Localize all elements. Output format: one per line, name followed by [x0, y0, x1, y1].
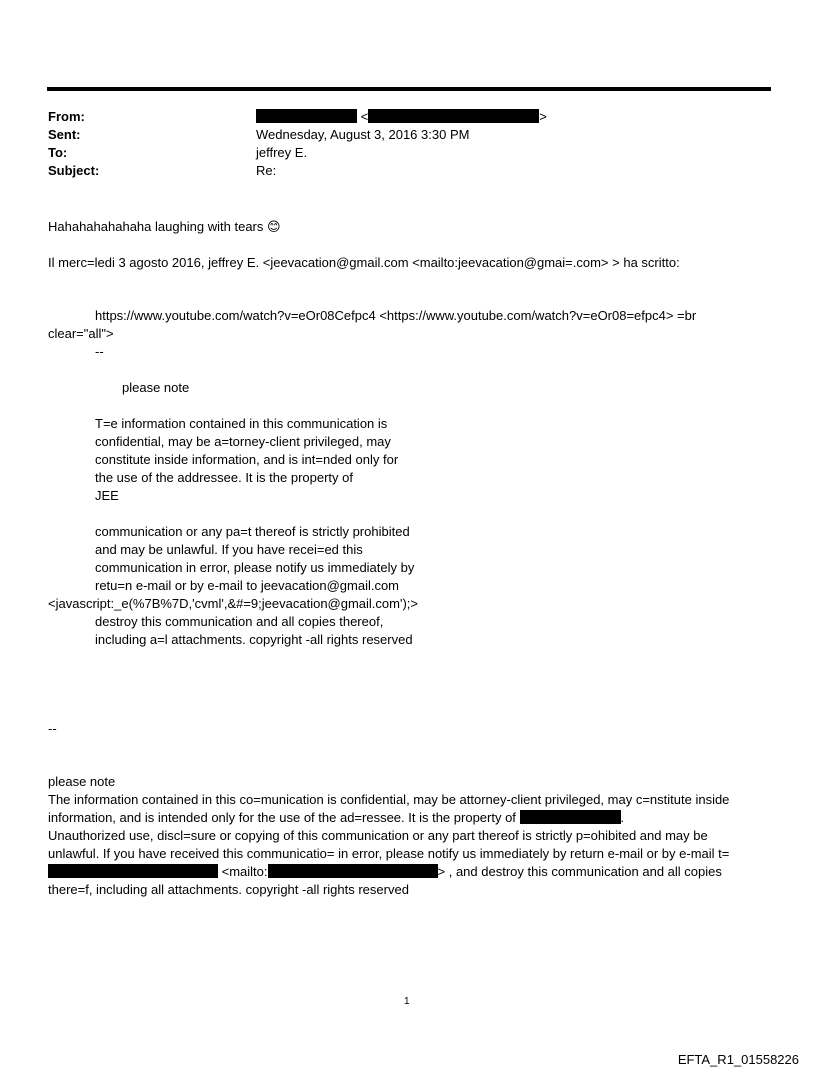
final-notice-line: Unauthorized use, discl=sure or copying of this communication or any part thereof is strictly p=ohibited and may be [48, 828, 708, 843]
notice-line: retu=n e-mail or by e-mail to jeevacation@gmail.com [95, 578, 400, 593]
please-note-final: please note [48, 774, 116, 789]
notice-line: confidential, may be a=torney-client privileged, may [95, 434, 391, 449]
notice-line: including a=l attachments. copyright -all rights reserved [95, 632, 413, 647]
subject-label: Subject: [48, 163, 100, 178]
signature-dashes: -- [95, 344, 104, 359]
header-rule [47, 87, 771, 91]
final-notice-period: . [620, 810, 625, 825]
from-close-bracket: > [539, 109, 547, 124]
final-notice-line [48, 809, 624, 827]
notice-line: JEE [95, 488, 119, 503]
please-note-quoted: please note [122, 380, 190, 395]
to-label: To: [48, 145, 68, 160]
page-number: 1 [404, 996, 410, 1007]
final-notice-line: The information contained in this co=munication is confidential, may be attorney-client privileged, may c=nstitute inside [48, 792, 730, 807]
notice-line: communication or any pa=t thereof is strictly prohibited [95, 524, 410, 539]
redaction-box [368, 109, 539, 123]
document-id: EFTA_R1_01558226 [677, 1052, 799, 1067]
youtube-link-line: https://www.youtube.com/watch?v=eOr08Cefpc4 <https://www.youtube.com/watch?v=eOr08=efpc4> =br [95, 308, 697, 323]
mailto-prefix: <mailto: [221, 864, 268, 879]
quote-intro: Il merc=ledi 3 agosto 2016, jeffrey E. <jeevacation@gmail.com <mailto:jeevacation@gmai=.com> > ha scritto: [48, 255, 680, 270]
final-notice-line: there=f, including all attachments. copyright -all rights reserved [48, 882, 409, 897]
notice-line: T=e information contained in this communication is [95, 416, 388, 431]
redaction-box [520, 810, 621, 824]
javascript-link-line: <javascript:_e(%7B%7D,'cvml',&#=9;jeevacation@gmail.com');> [48, 596, 418, 611]
notice-line: the use of the addressee. It is the property of [95, 470, 353, 485]
from-label: From: [48, 109, 85, 124]
from-open-bracket: < [360, 109, 369, 124]
notice-line: constitute inside information, and is int=nded only for [95, 452, 399, 467]
from-value [256, 108, 547, 126]
sent-value: Wednesday, August 3, 2016 3:30 PM [256, 127, 470, 142]
final-notice-line: unlawful. If you have received this communicatio= in error, please notify us immediately by return e-mail or by e-mail t= [48, 846, 730, 861]
redaction-box [256, 109, 357, 123]
signature-dashes: -- [48, 721, 57, 736]
subject-value: Re: [256, 163, 277, 178]
redaction-box [48, 864, 218, 878]
to-value: jeffrey E. [256, 145, 308, 160]
notice-line: destroy this communication and all copies thereof, [95, 614, 384, 629]
notice-line: communication in error, please notify us immediately by [95, 560, 415, 575]
final-notice-text: > , and destroy this communication and all copies [437, 864, 722, 879]
sent-label: Sent: [48, 127, 81, 142]
link-continuation: clear="all"> [48, 326, 114, 341]
notice-line: and may be unlawful. If you have recei=ed this [95, 542, 363, 557]
final-notice-text: information, and is intended only for the use of the ad=ressee. It is the property of [48, 810, 516, 825]
reply-text: Hahahahahahaha laughing with tears 😊 [48, 219, 281, 234]
final-notice-line [48, 863, 722, 881]
redaction-box [268, 864, 438, 878]
